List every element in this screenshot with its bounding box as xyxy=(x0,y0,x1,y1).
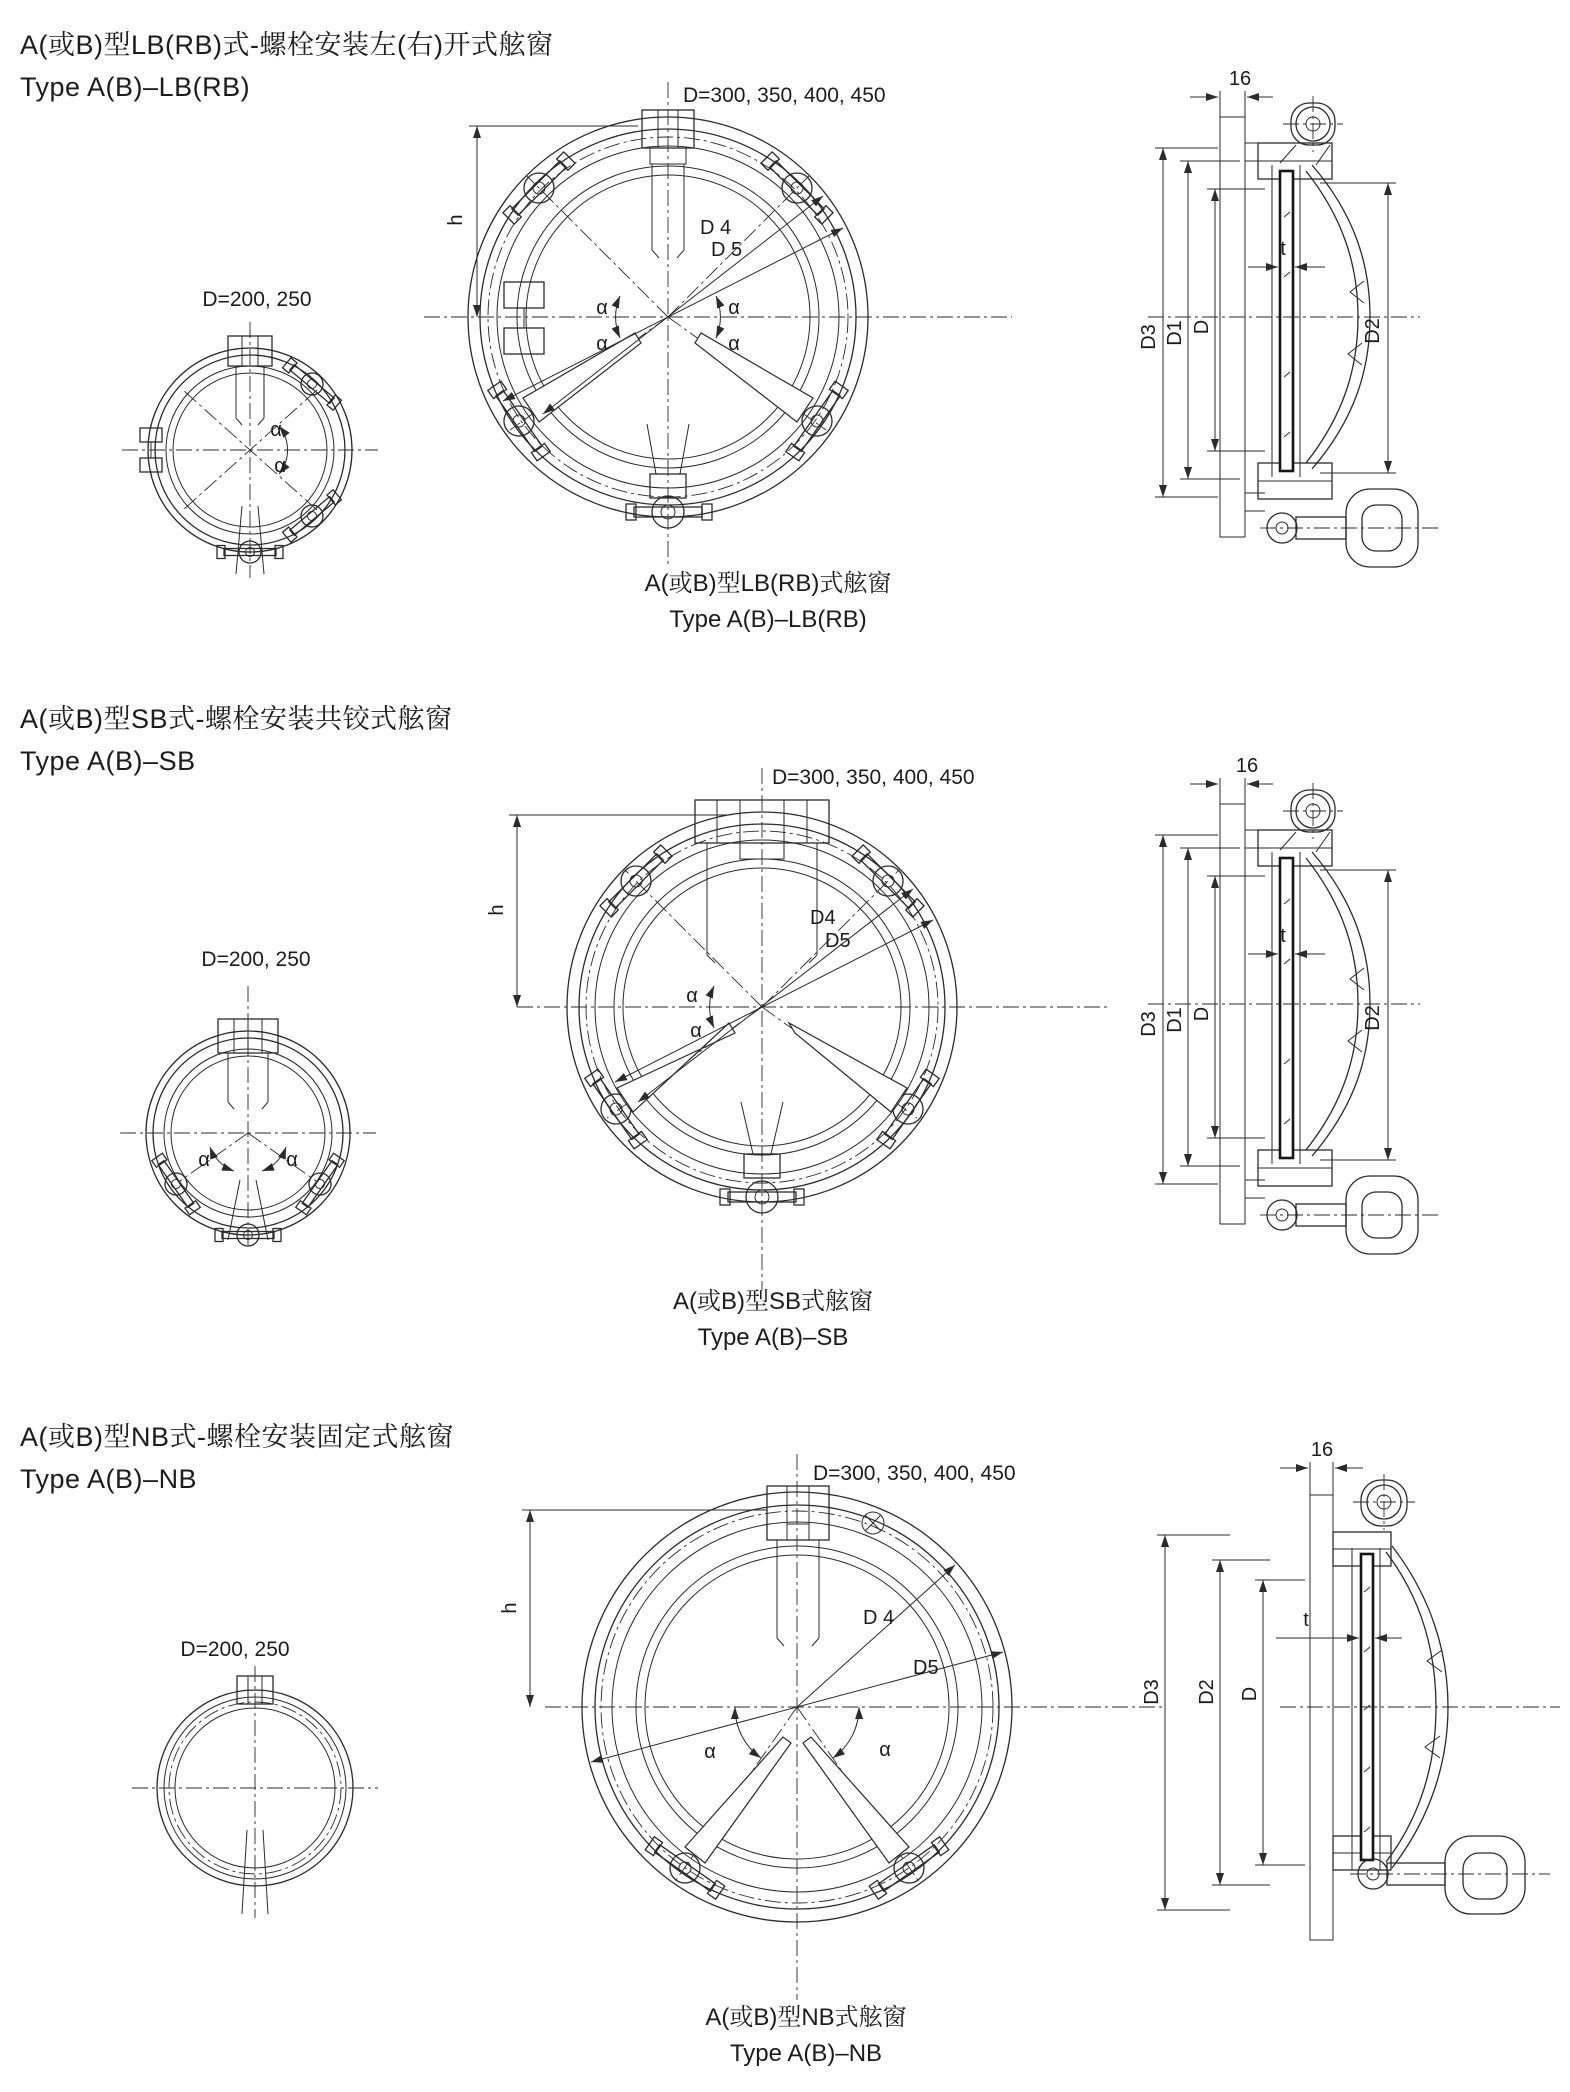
small-diameter-label: D=200, 250 xyxy=(202,288,312,311)
d-dimension xyxy=(1191,189,1265,451)
section-nb-caption xyxy=(656,2000,956,2072)
d3-label: D3 xyxy=(1138,324,1160,350)
alpha-label: α xyxy=(198,1149,210,1171)
centerlines xyxy=(122,322,378,578)
section-lbrb-caption xyxy=(618,566,918,638)
sb-small-front-view xyxy=(100,940,380,1250)
d2-label: D2 xyxy=(1196,1679,1218,1705)
alpha-label: α xyxy=(286,1149,298,1171)
d5-label: D5 xyxy=(825,930,851,952)
sb-large-front-view xyxy=(486,750,1115,1295)
flange-width-dimension xyxy=(1190,91,1273,117)
caption-cn: A(或B)型NB式舷窗 xyxy=(705,2004,907,2031)
frame-ring xyxy=(1258,830,1332,1186)
caption-en: Type A(B)–NB xyxy=(729,2040,883,2067)
large-diameter-label: D=300, 350, 400, 450 xyxy=(813,1462,1016,1485)
h-dimension xyxy=(445,126,638,317)
nb-cross-section-view xyxy=(1130,1440,1570,2015)
section-nb-title-en: Type A(B)–NB xyxy=(20,1464,198,1494)
d2-dimension xyxy=(1196,1560,1270,1885)
d1-label: D1 xyxy=(1164,320,1186,346)
d-label: D xyxy=(1239,1686,1261,1702)
caption-cn: A(或B)型SB式舷窗 xyxy=(672,1288,873,1315)
sb-cross-section-view xyxy=(1120,740,1570,1300)
lbrb-small-front-view xyxy=(110,280,390,580)
glass-pane xyxy=(1280,171,1293,471)
h-label: h xyxy=(445,214,467,226)
flange-width-label: 16 xyxy=(1228,68,1252,90)
d-label: D xyxy=(1191,319,1213,335)
alpha-label: α xyxy=(690,1020,702,1042)
alpha-angles xyxy=(704,1707,891,1763)
d4-label: D4 xyxy=(810,907,836,929)
d-dimension xyxy=(1191,876,1265,1138)
alpha-label: α xyxy=(704,1741,716,1763)
large-diameter-label: D=300, 350, 400, 450 xyxy=(683,84,886,107)
alpha-label: α xyxy=(728,333,740,355)
glass-pane xyxy=(1280,858,1293,1158)
caption-cn: A(或B)型LB(RB)式舷窗 xyxy=(644,570,892,597)
h-label: h xyxy=(486,904,508,916)
nb-large-front-view xyxy=(499,1440,1185,2010)
section-lbrb-title-cn: A(或B)型LB(RB)式-螺栓安装左(右)开式舷窗 xyxy=(20,30,554,60)
top-hinge xyxy=(1353,1474,1415,1530)
d5-label: D5 xyxy=(913,1657,939,1679)
h-label: h xyxy=(499,1602,521,1614)
d5-label: D 5 xyxy=(711,239,743,261)
flange-width-dimension xyxy=(1280,1462,1363,1498)
section-nb-header xyxy=(20,1416,454,1500)
bolt-arm xyxy=(617,1023,735,1112)
bolt-arm xyxy=(685,1737,791,1863)
d3-label: D3 xyxy=(1141,1679,1163,1705)
section-sb-header xyxy=(20,698,453,782)
caption-en: Type A(B)–LB(RB) xyxy=(669,606,867,633)
centerlines xyxy=(517,768,1107,1290)
d1-label: D1 xyxy=(1164,1007,1186,1033)
small-diameter-label: D=200, 250 xyxy=(180,1638,290,1661)
lbrb-large-front-view xyxy=(400,70,1020,570)
alpha-arc xyxy=(262,1147,286,1171)
top-fastener-block xyxy=(767,1486,829,1646)
h-dimension xyxy=(486,815,730,1007)
d4-label: D 4 xyxy=(700,217,732,239)
nb-small-front-view xyxy=(120,1630,390,1920)
d3-label: D3 xyxy=(1138,1011,1160,1037)
small-diameter-label: D=200, 250 xyxy=(201,948,311,971)
alpha-label: α xyxy=(728,297,740,319)
alpha-label: α xyxy=(596,297,608,319)
section-sb-caption xyxy=(623,1284,923,1356)
caption-en: Type A(B)–SB xyxy=(697,1324,849,1351)
section-sb-title-en: Type A(B)–SB xyxy=(20,746,196,776)
d-label: D xyxy=(1191,1006,1213,1022)
t-label: t xyxy=(1303,1609,1309,1631)
d2-label: D2 xyxy=(1362,318,1384,344)
bolt-arm xyxy=(803,1737,909,1863)
alpha-label: α xyxy=(686,985,698,1007)
side-hinge-lugs xyxy=(504,282,544,354)
swivel-eye-bolt xyxy=(1260,1176,1440,1254)
alpha-arc xyxy=(210,1147,234,1171)
lbrb-cross-section-view xyxy=(1120,65,1570,610)
d3-dimension xyxy=(1141,1535,1230,1910)
t-label: t xyxy=(1280,238,1286,260)
flange-width-label: 16 xyxy=(1235,755,1259,777)
section-nb-title-cn: A(或B)型NB式-螺栓安装固定式舷窗 xyxy=(20,1422,454,1452)
large-diameter-label: D=300, 350, 400, 450 xyxy=(772,766,975,789)
top-hinge xyxy=(1280,96,1343,165)
frame-ring xyxy=(1258,143,1332,499)
t-dimension xyxy=(1276,1609,1402,1638)
d4-label: D 4 xyxy=(863,1607,895,1629)
section-sb-title-cn: A(或B)型SB式-螺栓安装共铰式舷窗 xyxy=(20,704,453,734)
flange-width-label: 16 xyxy=(1310,1439,1334,1461)
swivel-eye-bolt xyxy=(1260,489,1440,567)
centerlines xyxy=(424,82,1012,566)
d2-label: D2 xyxy=(1362,1005,1384,1031)
alpha-label: α xyxy=(879,1739,891,1761)
alpha-label: α xyxy=(596,333,608,355)
alpha-label: α xyxy=(274,455,286,477)
h-dimension xyxy=(499,1510,767,1707)
bulkhead-flange xyxy=(1310,1495,1333,1940)
top-hinge xyxy=(1280,783,1343,852)
alpha-label: α xyxy=(270,419,282,441)
bolt-arm xyxy=(695,333,813,422)
bolt-arm xyxy=(523,333,641,422)
section-lbrb-title-en: Type A(B)–LB(RB) xyxy=(20,72,251,102)
flange-width-dimension xyxy=(1190,778,1273,804)
d-dimension xyxy=(1239,1580,1305,1865)
centerlines xyxy=(545,1454,1165,2000)
t-label: t xyxy=(1280,925,1286,947)
bolt-arm xyxy=(789,1023,907,1112)
bottom-hinge xyxy=(626,424,712,528)
